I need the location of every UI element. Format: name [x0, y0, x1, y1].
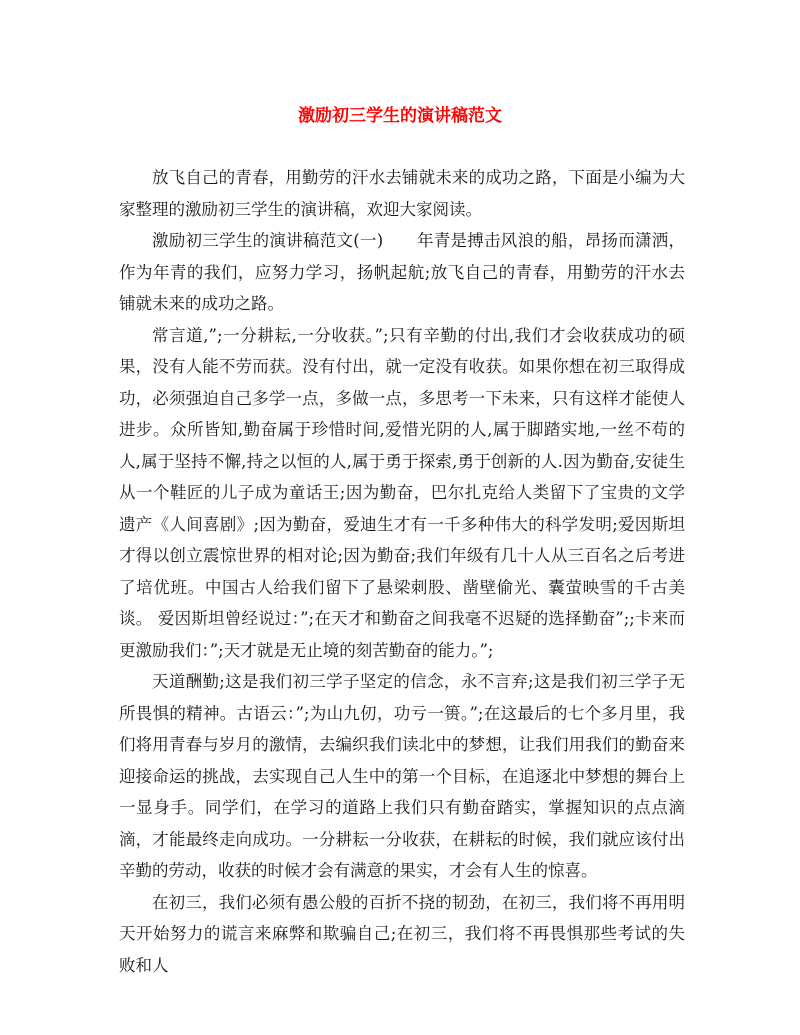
document-title: 激励初三学生的演讲稿范文	[298, 106, 502, 126]
document-body	[119, 162, 685, 981]
paragraph-reward: 天道酬勤;这是我们初三学子坚定的信念，永不言弃;这是我们初三学子无所畏惧的精神。古语云：”;为山九仞，功亏一篑。”;在这最后的七个多月里，我们将用青春与岁月的激情，去编织我们读北中的梦想，让我们用我们的勤奋来迎接命运的挑战，去实现自己人生中的第一个目标，在追逐北中梦想的舞台上一显身手。同学们，在学习的道路上我们只有勤奋踏实，掌握知识的点点滴滴，才能最终走向成功。一分耕耘一分收获，在耕耘的时候，我们就应该付出辛勤的劳动，收获的时候才会有满意的果实，才会有人生的惊喜。	[119, 672, 685, 880]
paragraph-intro: 放飞自己的青春，用勤劳的汗水去铺就未来的成功之路，下面是小编为大家整理的激励初三学生的演讲稿，欢迎大家阅读。	[119, 168, 685, 219]
paragraph-sample-one: 激励初三学生的演讲稿范文(一) 年青是搏击风浪的船，昂扬而潇洒，作为年青的我们，应努力学习，扬帆起航;放飞自己的青春，用勤劳的汗水去铺就未来的成功之路。	[119, 231, 685, 313]
paragraph-diligence: 常言道,”;一分耕耘,一分收获。”;只有辛勤的付出,我们才会收获成功的硕果，没有人能不劳而获。没有付出，就一定没有收获。如果你想在初三取得成功，必须强迫自己多学一点，多做一点，多思考一下未来，只有这样才能使人进步。众所皆知,勤奋属于珍惜时间,爱惜光阴的人,属于脚踏实地,一丝不苟的人,属于坚持不懈,持之以恒的人,属于勇于探索,勇于创新的人.因为勤奋,安徒生从一个鞋匠的儿子成为童话王;因为勤奋，巴尔扎克给人类留下了宝贵的文学遗产《人间喜剧》;因为勤奋，爱迪生才有一千多种伟大的科学发明;爱因斯坦才得以创立震惊世界的相对论;因为勤奋;我们年级有几十人从三百名之后考进了培优班。中国古人给我们留下了悬梁刺股、凿壁偷光、囊萤映雪的千古美谈。 爱因斯坦曾经说过：”;在天才和勤奋之间我毫不迟疑的选择勤奋”;;卡来而更激励我们：”;天才就是无止境的刻苦勤奋的能力。”;	[119, 325, 685, 660]
paragraph-grade-three: 在初三，我们必须有愚公般的百折不挠的韧劲，在初三，我们将不再用明天开始努力的谎言来麻弊和欺骗自己;在初三，我们将不再畏惧那些考试的失败和人	[119, 892, 685, 975]
